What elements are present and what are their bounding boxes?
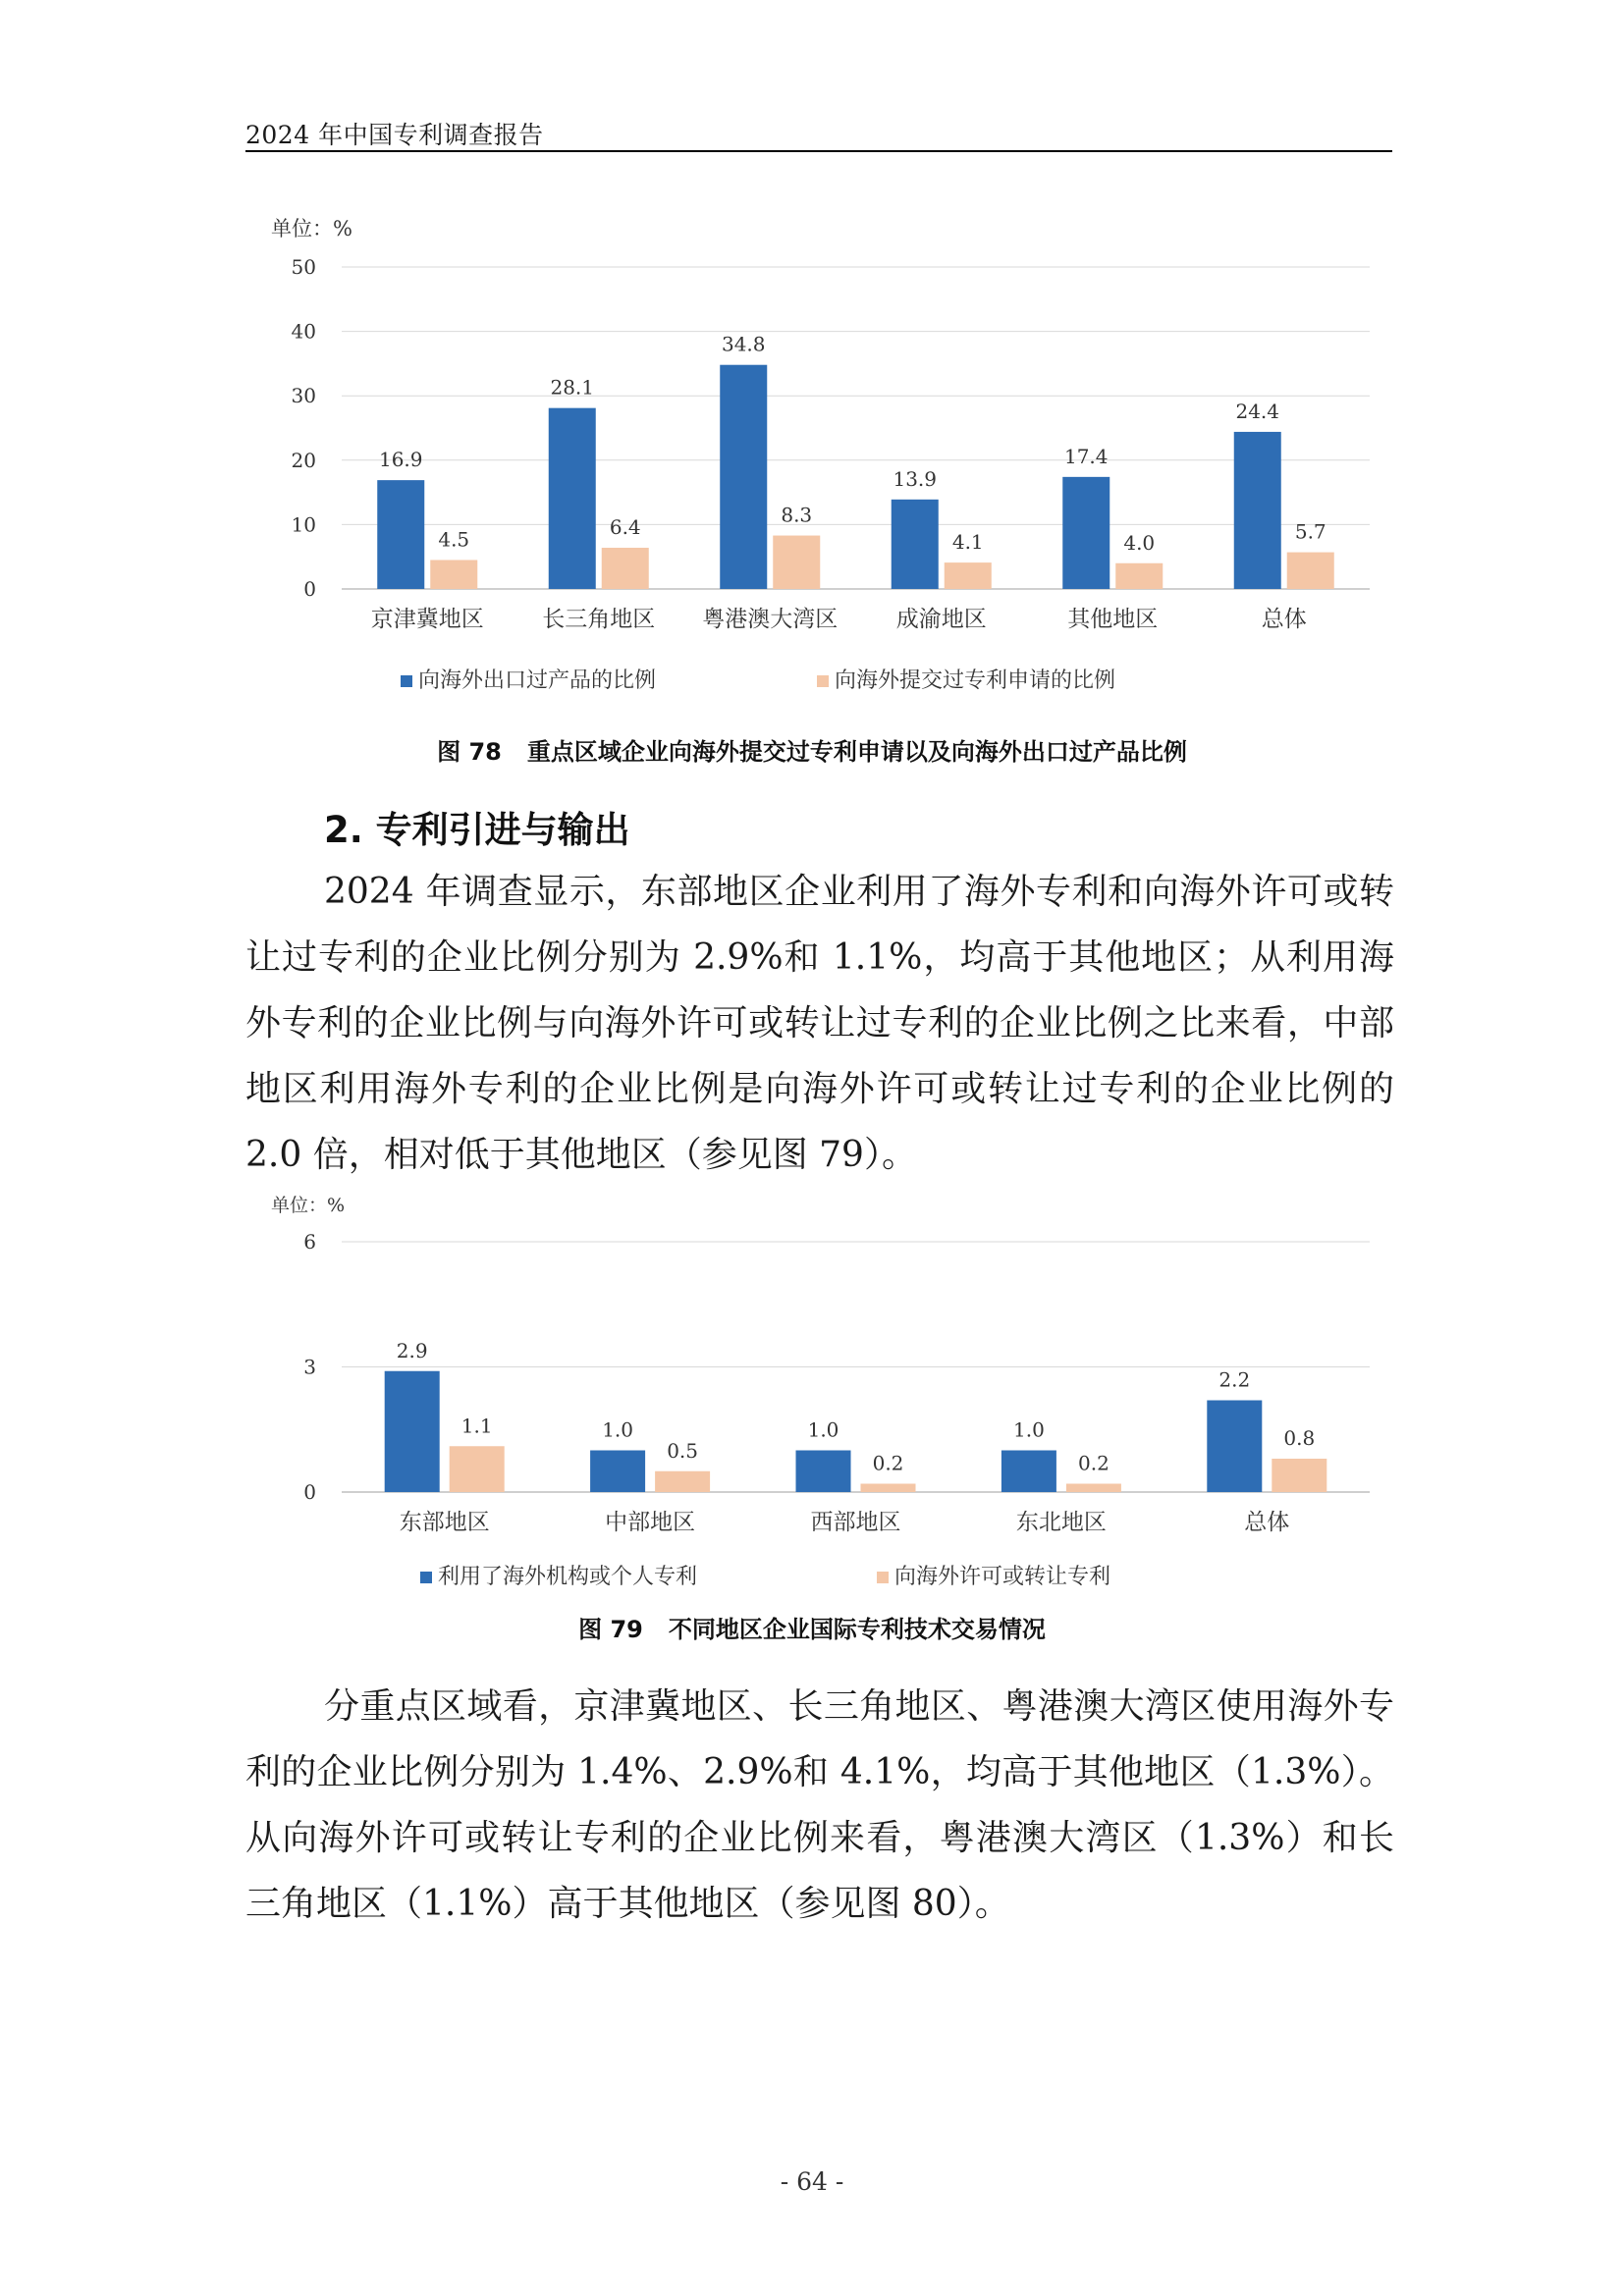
fig79-bar-series2 (1272, 1459, 1326, 1492)
fig79-x-tick-label: 东北地区 (1015, 1510, 1107, 1535)
fig79-bar-series1 (385, 1371, 440, 1492)
fig78-data-label: 13.9 (893, 466, 938, 491)
fig79-legend-label-2: 向海外许可或转让专利 (894, 1565, 1111, 1589)
fig78-data-label: 4.0 (1123, 530, 1156, 555)
fig79-unit-label: 单位：% (271, 1195, 346, 1216)
fig79-y-tick-label: 6 (303, 1230, 316, 1254)
figure-78-number: 图 78 (437, 738, 502, 766)
fig78-legend-label-1: 向海外出口过产品的比例 (418, 668, 657, 693)
fig79-bar-series2 (450, 1446, 505, 1492)
fig78-bar-series2 (945, 562, 992, 589)
fig78-x-tick-label: 京津冀地区 (370, 607, 484, 632)
fig79-data-label: 0.2 (872, 1451, 904, 1475)
fig79-y-tick-label: 0 (303, 1480, 316, 1504)
fig78-bar-series1 (892, 500, 939, 589)
figure-79-title: 不同地区企业国际专利技术交易情况 (668, 1616, 1046, 1643)
fig78-data-label: 17.4 (1063, 444, 1109, 468)
figure-79-caption (0, 1610, 1624, 1644)
fig79-bar-series1 (590, 1451, 645, 1493)
fig79-data-label: 1.0 (602, 1417, 634, 1442)
fig79-data-label: 0.2 (1077, 1451, 1110, 1475)
fig78-data-label: 28.1 (550, 375, 595, 400)
fig78-data-label: 6.4 (609, 515, 641, 540)
fig78-unit-label: 单位：% (271, 217, 352, 240)
paragraph-2: 分重点区域看，京津冀地区、长三角地区、粤港澳大湾区使用海外专利的企业比例分别为 1.4%、2.9%和 4.1%，均高于其他地区（1.3%）。从向海外许可或转让专利的企业比例来看，粤港澳大湾区（1.3%）和长三角地区（1.1%）高于其他地区（参见图 80）。 (245, 1686, 1394, 1924)
fig78-bar-series1 (720, 365, 767, 589)
fig78-bar-series1 (549, 408, 596, 589)
fig78-data-label: 24.4 (1235, 399, 1280, 423)
fig79-y-tick-label: 3 (303, 1355, 316, 1379)
fig79-bar-series1 (796, 1451, 851, 1493)
fig78-y-tick-label: 0 (303, 577, 316, 601)
fig79-data-label: 0.8 (1283, 1426, 1316, 1450)
fig78-x-tick-label: 粤港澳大湾区 (702, 607, 839, 632)
fig79-x-tick-label: 总体 (1244, 1510, 1290, 1535)
fig78-x-tick-label: 长三角地区 (542, 607, 656, 632)
fig78-bar-series1 (1062, 477, 1110, 589)
figure-78-title: 重点区域企业向海外提交过专利申请以及向海外出口过产品比例 (526, 738, 1187, 766)
fig78-x-tick-label: 其他地区 (1067, 607, 1159, 632)
fig79-bar-series2 (655, 1471, 710, 1492)
fig79-bar-series1 (1001, 1451, 1056, 1493)
fig78-data-label: 4.1 (951, 530, 984, 555)
fig78-y-tick-label: 20 (291, 448, 316, 472)
paragraph-1: 2024 年调查显示，东部地区企业利用了海外专利和向海外许可或转让过专利的企业比例分别为 2.9%和 1.1%，均高于其他地区；从利用海外专利的企业比例与向海外许可或转让过专利的企业比例之比来看，中部地区利用海外专利的企业比例是向海外许可或转让过专利的企业比例的 2.0 倍，相对低于其他地区（参见图 79）。 (245, 872, 1394, 1175)
fig78-bar-series1 (1234, 432, 1281, 589)
figure-79-number: 图 79 (578, 1616, 643, 1643)
fig79-data-label: 1.0 (807, 1417, 839, 1442)
fig78-data-label: 34.8 (721, 332, 766, 356)
fig79-legend-label-1: 利用了海外机构或个人专利 (438, 1565, 698, 1589)
fig78-legend-label-2: 向海外提交过专利申请的比例 (835, 668, 1116, 693)
fig79-data-label: 2.2 (1218, 1367, 1251, 1392)
fig78-data-label: 5.7 (1294, 519, 1326, 544)
fig78-bar-series2 (430, 560, 477, 589)
figure-78-caption (0, 732, 1624, 767)
fig78-bar-series2 (773, 536, 820, 589)
fig78-data-label: 4.5 (438, 527, 470, 552)
header-rule (245, 150, 1392, 152)
fig79-x-tick-label: 西部地区 (810, 1510, 901, 1535)
fig79-data-label: 0.5 (667, 1438, 699, 1463)
fig78-y-tick-label: 10 (291, 512, 316, 537)
page-number: - 64 - (780, 2167, 844, 2196)
fig79-x-tick-label: 中部地区 (605, 1510, 696, 1535)
fig78-x-tick-label: 总体 (1261, 607, 1307, 632)
fig79-bar-series2 (1066, 1484, 1121, 1493)
fig78-y-tick-label: 40 (291, 319, 316, 344)
running-header: 2024 年中国专利调查报告 (245, 121, 544, 149)
fig78-y-tick-label: 30 (291, 384, 316, 408)
fig78-legend-swatch-1 (401, 675, 412, 687)
fig78-data-label: 16.9 (378, 448, 423, 472)
fig78-bar-series1 (377, 480, 424, 589)
fig78-y-tick-label: 50 (291, 255, 316, 279)
fig78-legend-swatch-2 (817, 675, 829, 687)
fig79-legend-swatch-1 (420, 1572, 432, 1583)
fig79-data-label: 1.0 (1012, 1417, 1045, 1442)
fig79-bar-series2 (861, 1484, 916, 1493)
fig78-bar-series2 (1115, 563, 1163, 589)
fig79-x-tick-label: 东部地区 (399, 1510, 490, 1535)
fig79-legend-swatch-2 (877, 1572, 889, 1583)
section-heading: 2. 专利引进与输出 (324, 809, 630, 851)
fig78-bar-series2 (1287, 553, 1334, 589)
fig79-data-label: 2.9 (396, 1338, 428, 1362)
fig79-bar-series1 (1207, 1401, 1262, 1493)
fig78-data-label: 8.3 (781, 503, 813, 527)
figure-79-chart (0, 1190, 1624, 1602)
fig79-data-label: 1.1 (460, 1414, 493, 1438)
fig78-bar-series2 (602, 548, 649, 589)
fig78-x-tick-label: 成渝地区 (895, 607, 987, 632)
figure-78-chart (0, 206, 1624, 697)
